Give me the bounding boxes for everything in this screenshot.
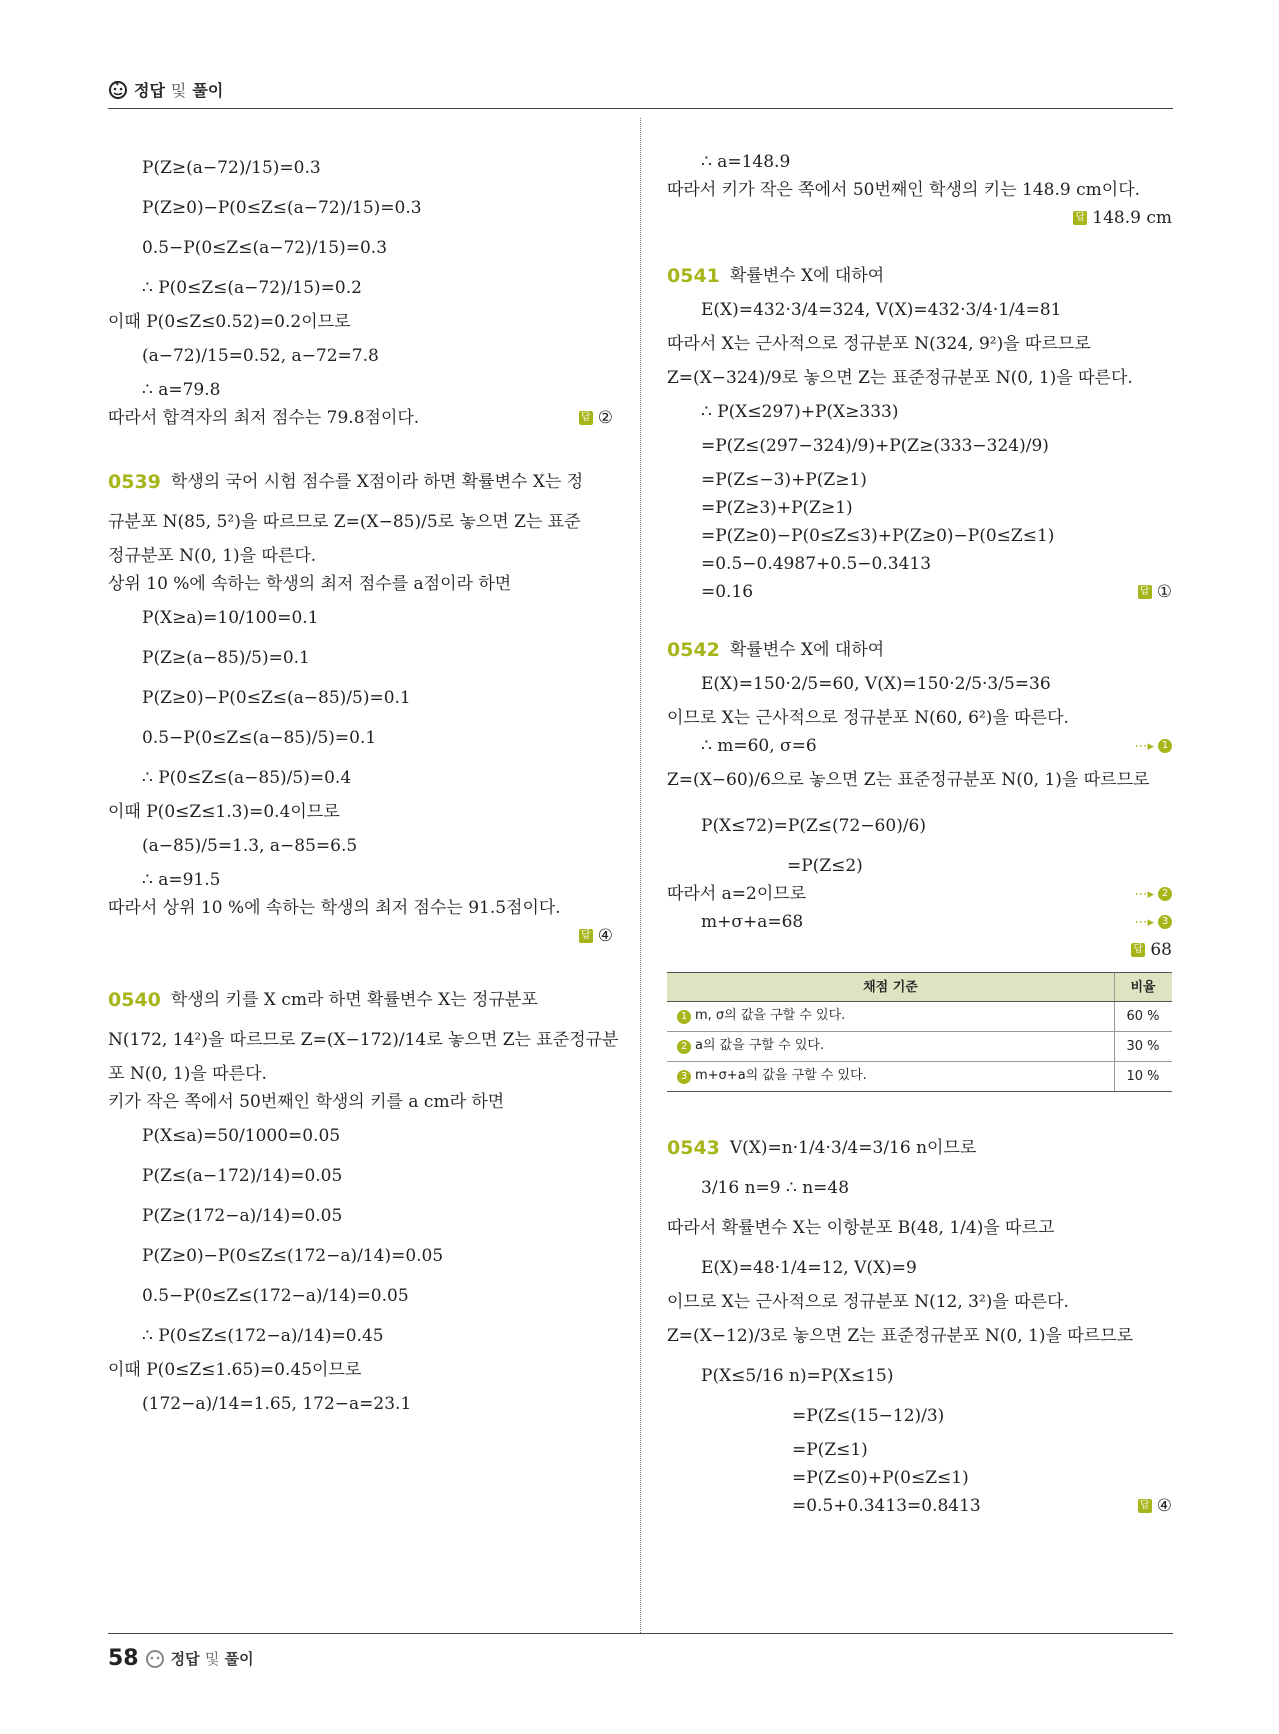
solution-line: =P(Z≤0)+P(0≤Z≤1) bbox=[792, 1467, 969, 1488]
solution-line: P(X≤a)=50/1000=0.05 bbox=[142, 1125, 341, 1146]
solution-line: =P(Z≤2) bbox=[787, 855, 863, 876]
right-column bbox=[667, 148, 1172, 1520]
problem-number: 0540 bbox=[108, 988, 161, 1011]
solution-text: 따라서 합격자의 최저 점수는 79.8점이다. bbox=[108, 407, 420, 428]
grading-header-ratio: 비율 bbox=[1115, 973, 1173, 1002]
page-number: 58 bbox=[108, 1646, 139, 1671]
solution-line: 포 N(0, 1)을 따른다. bbox=[108, 1063, 267, 1084]
solution-line: E(X)=432·3/4=324, V(X)=432·3/4·1/4=81 bbox=[701, 299, 1062, 320]
solution-line: =P(Z≤−3)+P(Z≥1) bbox=[701, 469, 867, 490]
solution-line: 0.5−P(0≤Z≤(172−a)/14)=0.05 bbox=[142, 1285, 409, 1306]
solution-line bbox=[667, 908, 1172, 936]
solution-text: =0.16 bbox=[701, 581, 754, 602]
header-title-weak: 및 bbox=[170, 81, 187, 100]
grading-criteria-cell bbox=[667, 1002, 1115, 1032]
grading-row bbox=[667, 1062, 1172, 1092]
solution-line: Z=(X−12)/3로 놓으면 Z는 표준정규분포 N(0, 1)을 따르므로 bbox=[667, 1325, 1134, 1346]
solution-line: E(X)=48·1/4=12, V(X)=9 bbox=[701, 1257, 917, 1278]
criteria-text: m+σ+a의 값을 구할 수 있다. bbox=[695, 1068, 867, 1083]
step-number: 2 bbox=[1158, 887, 1172, 901]
step-number: 3 bbox=[1158, 915, 1172, 929]
solution-line bbox=[667, 880, 1172, 908]
problem-0541-intro bbox=[667, 262, 1172, 290]
solution-line: Z=(X−324)/9로 놓으면 Z는 표준정규분포 N(0, 1)을 따른다. bbox=[667, 367, 1133, 388]
solution-line: 이므로 X는 근사적으로 정규분포 N(12, 3²)을 따른다. bbox=[667, 1291, 1069, 1312]
page-header bbox=[108, 78, 223, 101]
grading-criteria-cell bbox=[667, 1032, 1115, 1062]
footer-title-weak: 및 bbox=[204, 1650, 220, 1668]
mascot-logo-icon bbox=[145, 1649, 165, 1669]
answer-icon: 답 bbox=[579, 929, 593, 943]
grading-header-criteria: 채점 기준 bbox=[667, 973, 1115, 1002]
header-title-strong: 정답 bbox=[134, 81, 165, 100]
answer-mark bbox=[579, 925, 613, 946]
mascot-logo-icon bbox=[108, 80, 128, 100]
criteria-number: 2 bbox=[677, 1040, 691, 1054]
solution-line bbox=[667, 732, 1172, 760]
step-marker: ⋯▸ 3 bbox=[1134, 915, 1172, 929]
answer-mark bbox=[1138, 1495, 1172, 1516]
answer-mark bbox=[1073, 207, 1172, 228]
solution-line: (172−a)/14=1.65, 172−a=23.1 bbox=[142, 1393, 412, 1414]
answer-line bbox=[667, 204, 1172, 232]
answer-icon: 답 bbox=[1138, 1499, 1152, 1513]
solution-text: m+σ+a=68 bbox=[701, 911, 804, 932]
header-rule bbox=[108, 108, 1173, 109]
solution-line bbox=[667, 1492, 1172, 1520]
solution-line: 이므로 X는 근사적으로 정규분포 N(60, 6²)을 따른다. bbox=[667, 707, 1069, 728]
solution-line: 이때 P(0≤Z≤0.52)=0.2이므로 bbox=[108, 311, 351, 332]
solution-line: 규분포 N(85, 5²)을 따르므로 Z=(X−85)/5로 놓으면 Z는 표준 bbox=[108, 511, 581, 532]
solution-line: P(X≤5/16 n)=P(X≤15) bbox=[701, 1365, 894, 1386]
solution-line: P(Z≥0)−P(0≤Z≤(a−72)/15)=0.3 bbox=[142, 197, 422, 218]
solution-line: (a−85)/5=1.3, a−85=6.5 bbox=[142, 835, 358, 856]
grading-table bbox=[667, 972, 1172, 1092]
criteria-text: a의 값을 구할 수 있다. bbox=[695, 1038, 825, 1053]
solution-line: 상위 10 %에 속하는 학생의 최저 점수를 a점이라 하면 bbox=[108, 573, 512, 594]
grading-header-row bbox=[667, 973, 1172, 1002]
step-number: 1 bbox=[1158, 739, 1172, 753]
problem-number: 0543 bbox=[667, 1136, 720, 1159]
criteria-text: m, σ의 값을 구할 수 있다. bbox=[695, 1008, 846, 1023]
solution-line: ∴ P(0≤Z≤(a−72)/15)=0.2 bbox=[142, 277, 362, 298]
solution-line: ∴ P(0≤Z≤(a−85)/5)=0.4 bbox=[142, 767, 352, 788]
grading-row bbox=[667, 1032, 1172, 1062]
problem-0540-intro bbox=[108, 980, 613, 1020]
solution-line: 3/16 n=9 ∴ n=48 bbox=[701, 1177, 850, 1198]
answer-mark bbox=[1138, 581, 1172, 602]
answer-value: ④ bbox=[597, 925, 613, 946]
solution-line: ∴ P(X≤297)+P(X≥333) bbox=[701, 401, 899, 422]
solution-text: 확률변수 X에 대하여 bbox=[729, 265, 885, 286]
problem-0542-intro bbox=[667, 636, 1172, 664]
solution-line: Z=(X−60)/6으로 놓으면 Z는 표준정규분포 N(0, 1)을 따르므로 bbox=[667, 769, 1150, 790]
solution-line: N(172, 14²)을 따르므로 Z=(X−172)/14로 놓으면 Z는 표준정규분 bbox=[108, 1029, 619, 1050]
step-marker: ⋯▸ 1 bbox=[1134, 739, 1172, 753]
solution-text: 확률변수 X에 대하여 bbox=[729, 639, 885, 660]
solution-text: 학생의 키를 X cm라 하면 확률변수 X는 정규분포 bbox=[170, 989, 538, 1010]
solution-line: ∴ a=148.9 bbox=[701, 151, 791, 172]
answer-icon: 답 bbox=[1131, 943, 1145, 957]
solution-line: P(X≥a)=10/100=0.1 bbox=[142, 607, 319, 628]
solution-line: 이때 P(0≤Z≤1.65)=0.45이므로 bbox=[108, 1359, 362, 1380]
criteria-number: 3 bbox=[677, 1070, 691, 1084]
page-footer bbox=[108, 1646, 254, 1671]
answer-line bbox=[108, 922, 613, 950]
grading-row bbox=[667, 1002, 1172, 1032]
solution-line: =P(Z≥0)−P(0≤Z≤3)+P(Z≥0)−P(0≤Z≤1) bbox=[701, 525, 1055, 546]
solution-line: P(X≤72)=P(Z≤(72−60)/6) bbox=[701, 815, 927, 836]
solution-line: P(Z≥0)−P(0≤Z≤(172−a)/14)=0.05 bbox=[142, 1245, 444, 1266]
solution-line: 키가 작은 쪽에서 50번째인 학생의 키를 a cm라 하면 bbox=[108, 1091, 505, 1112]
answer-line bbox=[667, 936, 1172, 964]
solution-line: 0.5−P(0≤Z≤(a−72)/15)=0.3 bbox=[142, 237, 388, 258]
solution-line: =0.5−0.4987+0.5−0.3413 bbox=[701, 553, 932, 574]
footer-title-strong: 정답 bbox=[170, 1650, 200, 1668]
solution-line bbox=[667, 578, 1172, 606]
answer-value: ④ bbox=[1156, 1495, 1172, 1516]
solution-line: P(Z≥(a−72)/15)=0.3 bbox=[142, 157, 321, 178]
answer-value: ① bbox=[1156, 581, 1172, 602]
answer-mark bbox=[1131, 939, 1172, 960]
solution-line: =P(Z≤1) bbox=[792, 1439, 868, 1460]
solution-line bbox=[108, 404, 613, 432]
answer-value: ② bbox=[597, 407, 613, 428]
solution-line: P(Z≥0)−P(0≤Z≤(a−85)/5)=0.1 bbox=[142, 687, 411, 708]
footer-title bbox=[171, 1648, 254, 1669]
solution-line: 따라서 상위 10 %에 속하는 학생의 최저 점수는 91.5점이다. bbox=[108, 897, 561, 918]
solution-line: 따라서 확률변수 X는 이항분포 B(48, 1/4)을 따르고 bbox=[667, 1217, 1055, 1238]
solution-line: ∴ a=91.5 bbox=[142, 869, 221, 890]
solution-line: E(X)=150·2/5=60, V(X)=150·2/5·3/5=36 bbox=[701, 673, 1051, 694]
problem-0539-intro bbox=[108, 462, 613, 502]
step-marker: ⋯▸ 2 bbox=[1134, 887, 1172, 901]
problem-0543-intro bbox=[667, 1128, 1172, 1168]
solution-text: ∴ m=60, σ=6 bbox=[701, 735, 817, 756]
solution-line: 0.5−P(0≤Z≤(a−85)/5)=0.1 bbox=[142, 727, 377, 748]
solution-line: ∴ a=79.8 bbox=[142, 379, 221, 400]
answer-icon: 답 bbox=[579, 411, 593, 425]
solution-line: =P(Z≤(15−12)/3) bbox=[792, 1405, 945, 1426]
solution-line: 따라서 키가 작은 쪽에서 50번째인 학생의 키는 148.9 cm이다. bbox=[667, 179, 1141, 200]
solution-line: P(Z≥(172−a)/14)=0.05 bbox=[142, 1205, 343, 1226]
solution-text: =0.5+0.3413=0.8413 bbox=[792, 1495, 981, 1516]
grading-criteria-cell bbox=[667, 1062, 1115, 1092]
answer-icon: 답 bbox=[1138, 585, 1152, 599]
answer-mark bbox=[579, 407, 613, 428]
answer-icon: 답 bbox=[1073, 211, 1087, 225]
answer-value: 68 bbox=[1150, 939, 1172, 960]
problem-number: 0542 bbox=[667, 638, 720, 661]
solution-line: (a−72)/15=0.52, a−72=7.8 bbox=[142, 345, 379, 366]
left-column bbox=[108, 148, 619, 1424]
solution-text: 따라서 a=2이므로 bbox=[667, 883, 807, 904]
footer-rule bbox=[108, 1633, 1173, 1634]
header-title-strong2: 풀이 bbox=[192, 81, 224, 100]
solution-line: =P(Z≥3)+P(Z≥1) bbox=[701, 497, 853, 518]
grading-ratio-cell: 60 % bbox=[1115, 1002, 1173, 1032]
footer-title-strong2: 풀이 bbox=[224, 1650, 254, 1668]
solution-line: 정규분포 N(0, 1)을 따른다. bbox=[108, 545, 317, 566]
column-divider bbox=[640, 118, 641, 1633]
grading-ratio-cell: 30 % bbox=[1115, 1032, 1173, 1062]
solution-line: 따라서 X는 근사적으로 정규분포 N(324, 9²)을 따르므로 bbox=[667, 333, 1091, 354]
problem-number: 0541 bbox=[667, 264, 720, 287]
criteria-number: 1 bbox=[677, 1010, 691, 1024]
solution-line: P(Z≤(a−172)/14)=0.05 bbox=[142, 1165, 343, 1186]
solution-text: 학생의 국어 시험 점수를 X점이라 하면 확률변수 X는 정 bbox=[170, 471, 584, 492]
answer-value: 148.9 cm bbox=[1092, 207, 1172, 228]
solution-text: V(X)=n·1/4·3/4=3/16 n이므로 bbox=[729, 1137, 977, 1158]
solution-line: ∴ P(0≤Z≤(172−a)/14)=0.45 bbox=[142, 1325, 384, 1346]
solution-line: =P(Z≤(297−324)/9)+P(Z≥(333−324)/9) bbox=[701, 435, 1049, 456]
solution-line: P(Z≥(a−85)/5)=0.1 bbox=[142, 647, 310, 668]
solution-line: 이때 P(0≤Z≤1.3)=0.4이므로 bbox=[108, 801, 340, 822]
grading-ratio-cell: 10 % bbox=[1115, 1062, 1173, 1092]
problem-number: 0539 bbox=[108, 470, 161, 493]
